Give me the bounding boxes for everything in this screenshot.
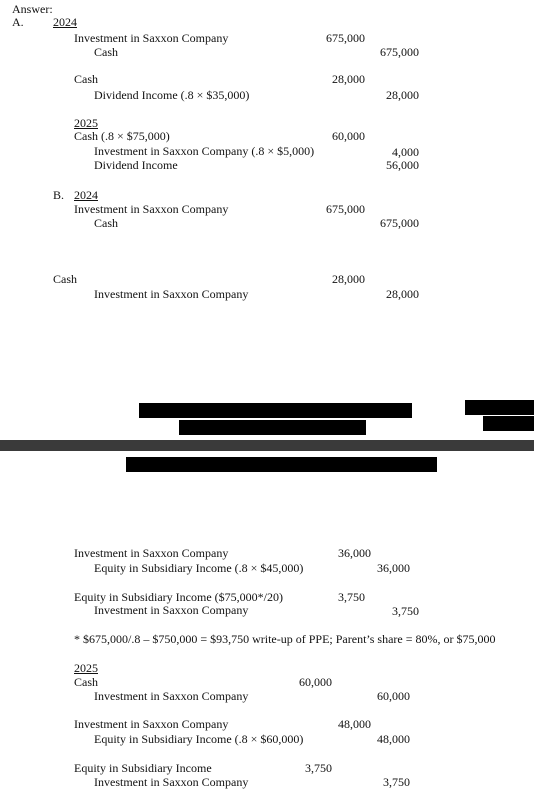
a-e1-debit-amount: 675,000 <box>326 31 365 45</box>
c-e4-credit-account: Equity in Subsidiary Income (.8 × $60,000) <box>94 732 304 746</box>
redaction-bar <box>126 457 437 472</box>
c-e2-debit-amount: 3,750 <box>338 590 365 604</box>
part-a-year-2025: 2025 <box>74 116 98 130</box>
a-e2-debit-amount: 28,000 <box>332 72 365 86</box>
a-e2-credit-account: Dividend Income (.8 × $35,000) <box>94 88 250 102</box>
answer-label: Answer: <box>12 2 53 16</box>
c-e1-debit-account: Investment in Saxxon Company <box>74 546 229 560</box>
b-e2-debit-amount: 28,000 <box>332 272 365 286</box>
b-e1-debit-account: Investment in Saxxon Company <box>74 202 229 216</box>
a-e3-credit-account-1: Investment in Saxxon Company (.8 × $5,000) <box>94 144 315 158</box>
a-e1-credit-amount: 675,000 <box>380 45 419 59</box>
a-e3-debit-amount: 60,000 <box>332 129 365 143</box>
b-e2-credit-account: Investment in Saxxon Company <box>94 287 249 301</box>
c-e1-credit-amount: 36,000 <box>377 561 410 575</box>
part-c-year-2025: 2025 <box>74 661 98 675</box>
c-e5-debit-amount: 3,750 <box>305 761 332 775</box>
a-e2-debit-account: Cash <box>74 72 98 86</box>
c-e2-credit-amount: 3,750 <box>392 604 419 618</box>
a-e3-debit-account: Cash (.8 × $75,000) <box>74 129 170 143</box>
page-divider <box>0 440 534 451</box>
b-e1-credit-amount: 675,000 <box>380 216 419 230</box>
c-e5-debit-account: Equity in Subsidiary Income <box>74 761 212 775</box>
c-e3-debit-account: Cash <box>74 675 98 689</box>
c-e3-credit-amount: 60,000 <box>377 689 410 703</box>
c-e2-credit-account: Investment in Saxxon Company <box>94 603 249 617</box>
redaction-bar <box>139 403 412 418</box>
part-b-label: B. <box>53 188 65 202</box>
b-e2-credit-amount: 28,000 <box>386 287 419 301</box>
a-e1-credit-account: Cash <box>94 45 118 59</box>
c-e4-debit-amount: 48,000 <box>338 717 371 731</box>
a-e3-credit-amount-1: 4,000 <box>392 145 419 159</box>
part-b-year-2024: 2024 <box>74 188 98 202</box>
c-e1-credit-account: Equity in Subsidiary Income (.8 × $45,000) <box>94 561 304 575</box>
c-e2-debit-account: Equity in Subsidiary Income ($75,000*/20) <box>74 590 283 604</box>
b-e1-debit-amount: 675,000 <box>326 202 365 216</box>
c-e5-credit-amount: 3,750 <box>383 775 410 789</box>
a-e3-credit-amount-2: 56,000 <box>386 158 419 172</box>
part-a-year-2024: 2024 <box>53 15 77 29</box>
c-e3-credit-account: Investment in Saxxon Company <box>94 689 249 703</box>
b-e1-credit-account: Cash <box>94 216 118 230</box>
c-e5-credit-account: Investment in Saxxon Company <box>94 775 249 789</box>
c-e4-credit-amount: 48,000 <box>377 732 410 746</box>
c-e1-debit-amount: 36,000 <box>338 546 371 560</box>
redaction-bar <box>465 400 534 415</box>
c-e4-debit-account: Investment in Saxxon Company <box>74 717 229 731</box>
c-footnote: * $675,000/.8 – $750,000 = $93,750 write-up of PPE; Parent’s share = 80%, or $75,000 <box>74 632 496 646</box>
a-e2-credit-amount: 28,000 <box>386 88 419 102</box>
part-a-label: A. <box>12 15 24 29</box>
redaction-bar <box>179 420 366 435</box>
c-e3-debit-amount: 60,000 <box>299 675 332 689</box>
redaction-bar <box>483 416 534 431</box>
a-e1-debit-account: Investment in Saxxon Company <box>74 31 229 45</box>
b-e2-debit-account: Cash <box>53 272 77 286</box>
a-e3-credit-account-2: Dividend Income <box>94 158 178 172</box>
